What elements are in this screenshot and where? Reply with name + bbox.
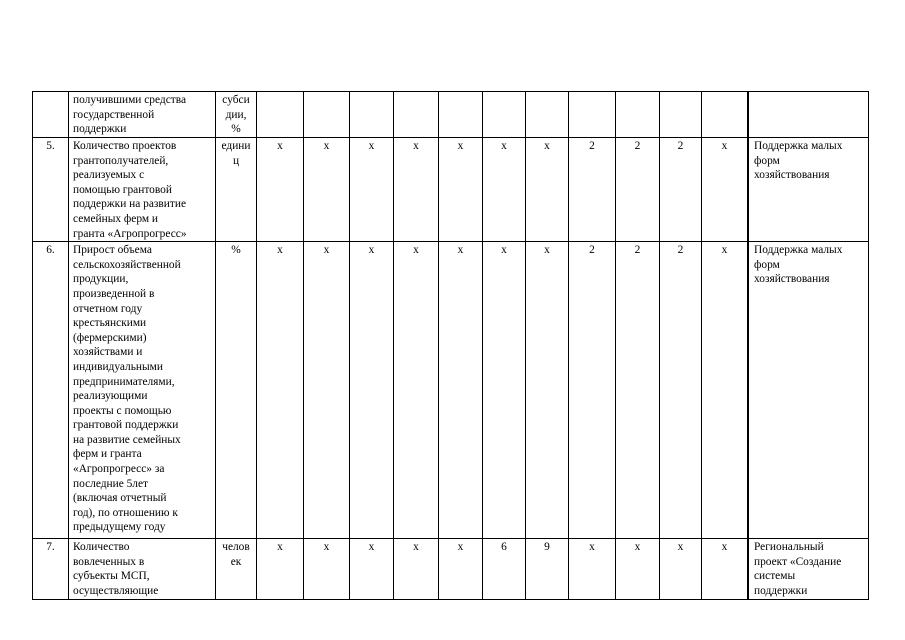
value-cell xyxy=(394,92,439,138)
value-cell xyxy=(660,138,702,242)
value-cell xyxy=(257,539,304,599)
row-number-text: 7. xyxy=(46,541,55,554)
value-cell-text: х xyxy=(721,541,728,554)
value-cell-text: 2 xyxy=(634,140,641,152)
program-note xyxy=(749,539,869,599)
value-cell xyxy=(439,539,483,599)
program-note-text: Поддержка малых форм хозяйствования xyxy=(754,244,843,286)
value-cell-text: 2 xyxy=(677,140,684,152)
value-cell xyxy=(257,242,304,539)
program-note-text: Поддержка малых форм хозяйствования xyxy=(754,140,843,182)
value-cell-text: х xyxy=(368,244,375,257)
value-cell xyxy=(526,138,569,242)
value-cell xyxy=(483,539,526,599)
unit-of-measure-text: челов ек xyxy=(222,541,250,568)
value-cell xyxy=(350,92,394,138)
program-note-text: Региональный проект «Создание системы поддержки xyxy=(754,541,842,597)
unit-of-measure-text: субси дии, % xyxy=(222,94,250,136)
unit-of-measure xyxy=(216,92,257,138)
indicator-name xyxy=(69,242,216,539)
value-cell-text: х xyxy=(501,244,507,257)
row-number xyxy=(33,539,69,599)
value-cell-text: 2 xyxy=(589,244,595,257)
value-cell xyxy=(304,92,350,138)
indicator-name-text: Количество вовлеченных в субъекты МСП, осуществляющие xyxy=(73,541,159,597)
value-cell xyxy=(483,138,526,242)
row-number-text: 5. xyxy=(46,140,55,152)
value-cell-text: х xyxy=(368,140,375,152)
value-cell-text: 9 xyxy=(544,541,550,554)
value-cell xyxy=(394,242,439,539)
value-cell-text: х xyxy=(457,244,464,257)
value-cell-text: х xyxy=(457,541,464,554)
value-cell xyxy=(304,138,350,242)
value-cell xyxy=(526,92,569,138)
value-cell xyxy=(660,242,702,539)
value-cell xyxy=(660,92,702,138)
value-cell xyxy=(304,539,350,599)
value-cell-text: 2 xyxy=(589,140,595,152)
unit-of-measure-text: % xyxy=(231,244,241,257)
value-cell xyxy=(394,138,439,242)
indicator-name xyxy=(69,539,216,599)
value-cell-text: х xyxy=(323,140,330,152)
value-cell xyxy=(350,539,394,599)
table-row xyxy=(33,242,869,539)
value-cell-text: х xyxy=(721,244,728,257)
row-number xyxy=(33,138,69,242)
value-cell-text: х xyxy=(634,541,641,554)
value-cell-text: 2 xyxy=(634,244,641,257)
unit-of-measure-text: едини ц xyxy=(221,140,251,167)
value-cell-text: х xyxy=(277,140,283,152)
value-cell-text: х xyxy=(323,244,330,257)
table-row xyxy=(33,138,869,242)
value-cell xyxy=(616,138,660,242)
value-cell xyxy=(304,242,350,539)
value-cell-text: х xyxy=(677,541,684,554)
value-cell-text: х xyxy=(457,140,464,152)
value-cell xyxy=(483,242,526,539)
value-cell-text: х xyxy=(544,244,550,257)
value-cell xyxy=(526,242,569,539)
program-note xyxy=(749,138,869,242)
value-cell xyxy=(350,242,394,539)
value-cell xyxy=(569,92,616,138)
value-cell xyxy=(257,92,304,138)
indicators-table xyxy=(32,91,869,600)
value-cell-text: 2 xyxy=(677,244,684,257)
value-cell-text: х xyxy=(277,244,283,257)
program-note xyxy=(749,242,869,539)
value-cell xyxy=(483,92,526,138)
table-row xyxy=(33,539,869,599)
value-cell-text: 6 xyxy=(501,541,507,554)
value-cell-text: х xyxy=(721,140,728,152)
value-cell-text: х xyxy=(544,140,550,152)
value-cell xyxy=(569,242,616,539)
value-cell-text: х xyxy=(277,541,283,554)
value-cell-text: х xyxy=(413,140,419,152)
value-cell-text: х xyxy=(501,140,507,152)
value-cell-text: х xyxy=(589,541,595,554)
value-cell xyxy=(702,242,748,539)
unit-of-measure xyxy=(216,242,257,539)
value-cell-text: х xyxy=(413,244,419,257)
unit-of-measure xyxy=(216,539,257,599)
value-cell xyxy=(616,539,660,599)
indicator-name-text: Количество проектов грантополучателей, реализуемых с помощью грантовой поддержки на развитие семейных ферм и гранта «Агропрогресс» xyxy=(73,140,187,240)
value-cell xyxy=(569,138,616,242)
indicator-name xyxy=(69,92,216,138)
program-note xyxy=(749,92,869,138)
document-page xyxy=(32,91,869,600)
indicator-name-text: Прирост объема сельскохозяйственной продукции, произведенной в отчетном году крестьянскими (фермерскими) хозяйствами и индивидуальными предпринимателями, реализующими проекты с помощью грантовой поддержки на развитие семейных ферм и гранта «Агропрогресс» за последние 5лет (включая отчетный год), по отношению к предыдущему году xyxy=(73,244,181,534)
value-cell xyxy=(616,242,660,539)
value-cell xyxy=(350,138,394,242)
indicator-name xyxy=(69,138,216,242)
value-cell xyxy=(702,539,748,599)
table-row xyxy=(33,92,869,138)
value-cell xyxy=(439,92,483,138)
row-number xyxy=(33,242,69,539)
value-cell xyxy=(439,242,483,539)
value-cell-text: х xyxy=(368,541,375,554)
value-cell xyxy=(257,138,304,242)
value-cell xyxy=(702,92,748,138)
value-cell xyxy=(394,539,439,599)
row-number-text: 6. xyxy=(46,244,55,257)
value-cell-text: х xyxy=(323,541,330,554)
row-number xyxy=(33,92,69,138)
indicator-name-text: получившими средства государственной поддержки xyxy=(73,94,187,136)
value-cell xyxy=(702,138,748,242)
value-cell xyxy=(616,92,660,138)
value-cell xyxy=(439,138,483,242)
value-cell xyxy=(660,539,702,599)
unit-of-measure xyxy=(216,138,257,242)
value-cell xyxy=(569,539,616,599)
value-cell-text: х xyxy=(413,541,419,554)
value-cell xyxy=(526,539,569,599)
